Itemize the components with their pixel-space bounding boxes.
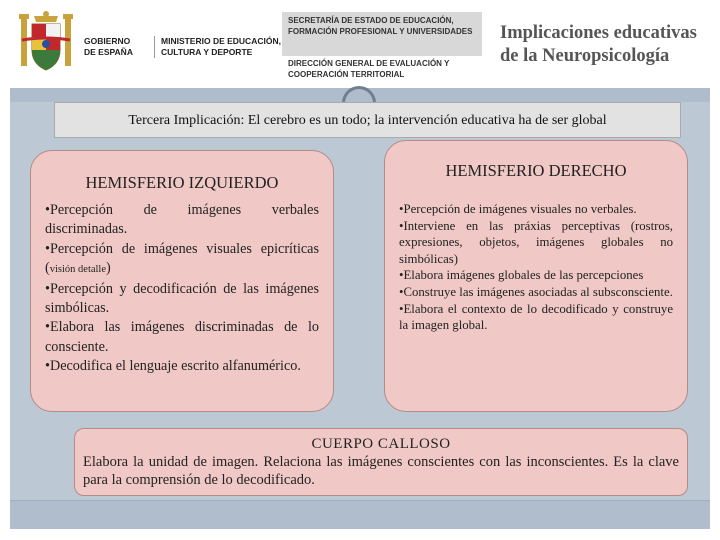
left-hemisphere-panel bbox=[30, 150, 334, 412]
left-hemisphere-title: HEMISFERIO IZQUIERDO bbox=[85, 173, 279, 192]
list-item-close: ) bbox=[106, 260, 111, 277]
secretariat-label: SECRETARÍA DE ESTADO DE EDUCACIÓN, FORMACIÓN PROFESIONAL Y UNIVERSIDADES bbox=[282, 12, 482, 56]
right-hemisphere-list bbox=[399, 201, 673, 334]
ministry-label: MINISTERIO DE EDUCACIÓN, CULTURA Y DEPORTE bbox=[154, 36, 291, 58]
detail-note: visión detalle bbox=[49, 264, 107, 276]
government-label: GOBIERNO DE ESPAÑA bbox=[84, 36, 133, 57]
list-item: •Construye las imágenes asociadas al subsconsciente. bbox=[399, 284, 673, 299]
list-item: •Elabora imágenes globales de las percepciones bbox=[399, 268, 644, 283]
list-item: •Interviene en las práxias perceptivas (rostros, expresiones, objetos, imágenes globales no simbólicas) bbox=[399, 218, 673, 266]
list-item: •Percepción de imágenes verbales discriminadas. bbox=[45, 202, 319, 238]
spain-coat-of-arms-icon bbox=[18, 10, 74, 76]
list-item: •Decodifica el lenguaje escrito alfanumérico. bbox=[45, 358, 301, 375]
list-item: •Elabora las imágenes discriminadas de lo consciente. bbox=[45, 319, 319, 355]
implication-banner: Tercera Implicación: El cerebro es un todo; la intervención educativa ha de ser global bbox=[54, 102, 681, 138]
list-item: •Percepción y decodificación de las imágenes simbólicas. bbox=[45, 280, 319, 317]
corpus-callosum-title: CUERPO CALLOSO bbox=[311, 436, 451, 452]
left-hemisphere-list bbox=[45, 201, 319, 377]
right-hemisphere-panel bbox=[384, 140, 688, 412]
list-item: •Percepción de imágenes visuales no verbales. bbox=[399, 202, 637, 216]
bottom-bar bbox=[10, 500, 710, 529]
direction-label: DIRECCIÓN GENERAL DE EVALUACIÓN Y COOPERACIÓN TERRITORIAL bbox=[288, 59, 450, 79]
corpus-callosum-panel bbox=[74, 428, 688, 496]
list-item bbox=[45, 240, 319, 280]
header-bar bbox=[0, 0, 720, 88]
page-title: Implicaciones educativas de la Neuropsicología bbox=[500, 23, 697, 66]
corpus-callosum-text: Elabora la unidad de imagen. Relaciona las imágenes conscientes con las inconscientes. Es la clave para la comprensión de lo decodificado. bbox=[83, 454, 679, 488]
list-item-text: •Percepción de imágenes visuales epicríticas ( bbox=[45, 240, 319, 277]
right-hemisphere-title: HEMISFERIO DERECHO bbox=[445, 161, 627, 180]
list-item: •Elabora el contexto de lo decodificado y construye la imagen global. bbox=[399, 301, 673, 333]
